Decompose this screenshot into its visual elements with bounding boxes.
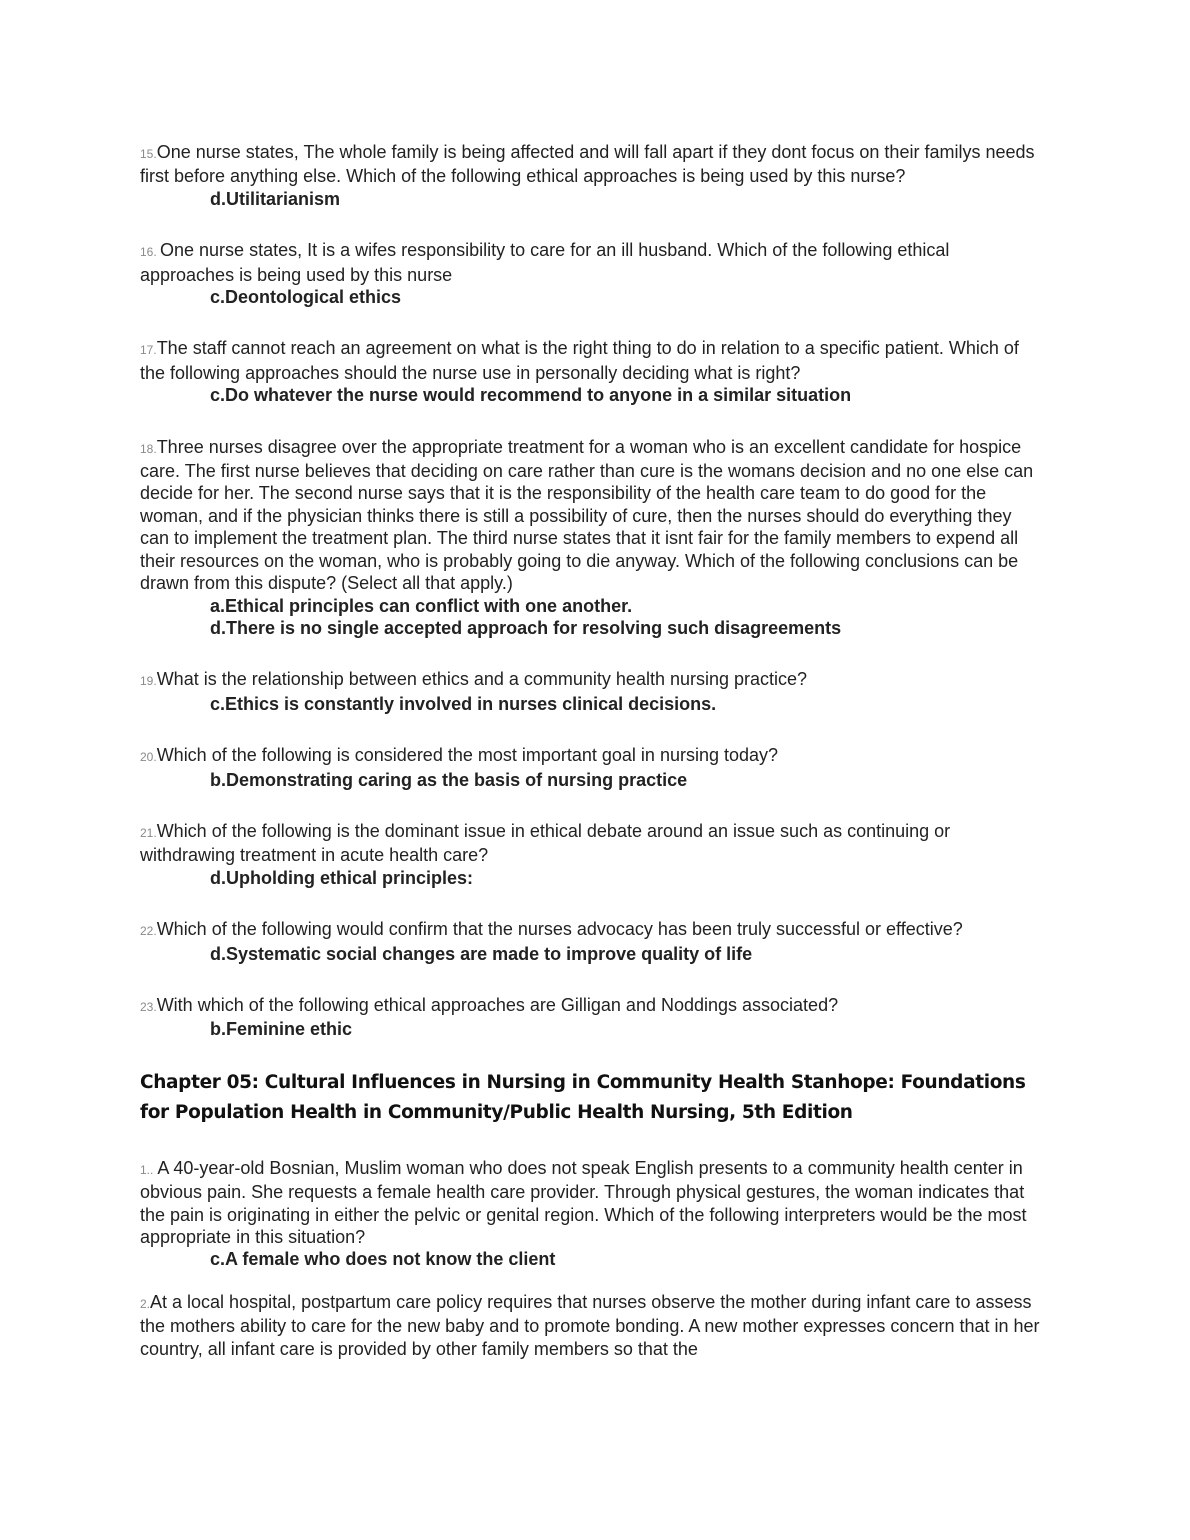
- document-page: [140, 141, 1040, 1389]
- answer: d.There is no single accepted approach for resolving such disagreements: [210, 617, 842, 638]
- answer: d.Systematic social changes are made to improve quality of life: [210, 943, 753, 964]
- question-number: 20.: [140, 750, 157, 765]
- answer: d.Upholding ethical principles:: [210, 867, 474, 888]
- question-text: Three nurses disagree over the appropriate treatment for a woman who is an excellent candidate for hospice care. The first nurse believes that deciding on care rather than cure is the womans decision and no one else can decide for her. The second nurse says that it is the responsibility of the health care team to do good for the woman, and if the physician thinks there is still a possibility of cure, then the nurses should do everything they can to implement the treatment plan. The third nurse states that it isnt fair for the family members to expend all their resources on the woman, who is probably going to die anyway. Which of the following conclusions can be drawn from this dispute? (Select all that apply.): [140, 436, 1034, 594]
- question-number: 19.: [140, 674, 157, 689]
- question-text: Which of the following is the dominant issue in ethical debate around an issue such as continuing or withdrawing treatment in acute health care?: [140, 820, 951, 866]
- answer: c.A female who does not know the client: [210, 1249, 556, 1270]
- question-18: [140, 436, 1040, 640]
- answer: c.Do whatever the nurse would recommend to anyone in a similar situation: [210, 385, 852, 406]
- question-16: [140, 239, 1040, 308]
- question-text: One nurse states, It is a wifes responsibility to care for an ill husband. Which of the following ethical approaches is being used by this nurse: [140, 240, 950, 285]
- question-text: The staff cannot reach an agreement on what is the right thing to do in relation to a specific patient. Which of the following approaches should the nurse use in personally deciding what is right?: [140, 338, 1019, 383]
- question-number: 17.: [140, 343, 157, 358]
- question-15: [140, 141, 1040, 210]
- answer: c.Deontological ethics: [210, 287, 402, 308]
- chapter-heading: Chapter 05: Cultural Influences in Nursing in Community Health Stanhope: Foundations for Population Health in Community/Public Health Nursing, 5th Edition: [140, 1071, 1026, 1123]
- question-number: 21.: [140, 825, 157, 840]
- question-number: 22.: [140, 924, 157, 939]
- question-19: [140, 668, 1040, 715]
- answer: c.Ethics is constantly involved in nurses clinical decisions.: [210, 693, 717, 714]
- answer: b.Feminine ethic: [210, 1019, 353, 1040]
- chapter-question-2: [140, 1291, 1040, 1360]
- question-text: One nurse states, The whole family is being affected and will fall apart if they dont focus on their familys needs first before anything else. Which of the following ethical approaches is being used by this nurse?: [140, 142, 1035, 187]
- question-21: [140, 820, 1040, 889]
- chapter-question-1: [140, 1157, 1040, 1271]
- answer: b.Demonstrating caring as the basis of nursing practice: [210, 769, 688, 790]
- question-number: 16.: [140, 245, 161, 260]
- question-number: 1..: [140, 1162, 154, 1177]
- answer: a.Ethical principles can conflict with one another.: [210, 595, 633, 616]
- question-text: At a local hospital, postpartum care policy requires that nurses observe the mother during infant care to assess the mothers ability to care for the new baby and to promote bonding. A new mother expresses concern that in her country, all infant care is provided by other family members so that the: [140, 1291, 1040, 1359]
- question-number: 23.: [140, 999, 157, 1014]
- answer: d.Utilitarianism: [210, 188, 341, 209]
- question-text: Which of the following would confirm that the nurses advocacy has been truly successful or effective?: [156, 919, 963, 940]
- question-number: 15.: [140, 147, 157, 161]
- question-number: 2.: [140, 1296, 151, 1311]
- question-text: What is the relationship between ethics and a community health nursing practice?: [156, 669, 808, 690]
- question-17: [140, 337, 1040, 406]
- question-22: [140, 918, 1040, 965]
- question-20: [140, 744, 1040, 791]
- question-text: Which of the following is considered the most important goal in nursing today?: [156, 745, 779, 766]
- question-text: With which of the following ethical approaches are Gilligan and Noddings associated?: [156, 994, 839, 1015]
- question-text: A 40-year-old Bosnian, Muslim woman who does not speak English presents to a community health center in obvious pain. She requests a female health care provider. Through physical gestures, the woman indicates that the pain is originating in either the pelvic or genital region. Which of the following interpreters would be the most appropriate in this situation?: [140, 1157, 1027, 1247]
- question-number: 18.: [140, 441, 157, 456]
- question-23: [140, 994, 1040, 1041]
